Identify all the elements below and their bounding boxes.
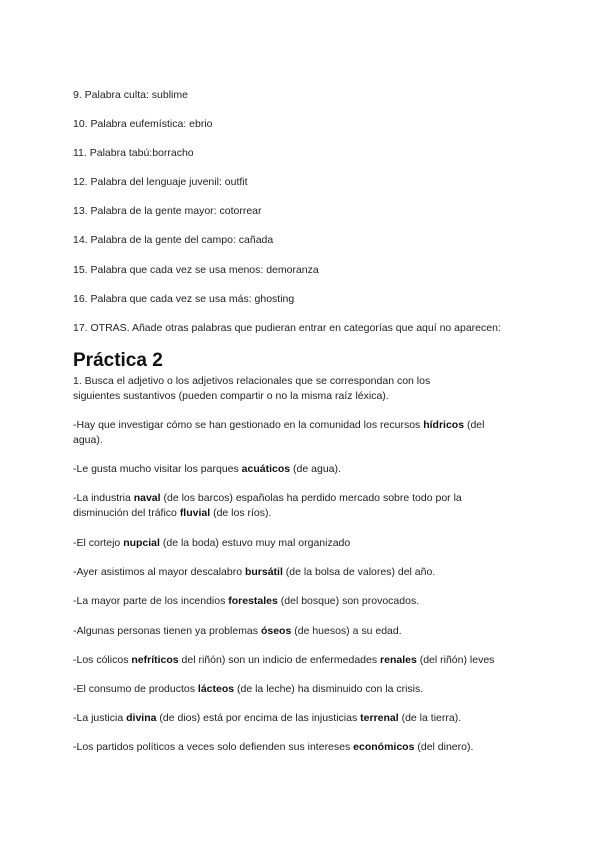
list-item: 16. Palabra que cada vez se usa más: ghosting	[73, 293, 295, 305]
sentence: -El consumo de productos lácteos (de la leche) ha disminuido con la crisis.	[73, 683, 424, 695]
list-item: 12. Palabra del lenguaje juvenil: outfit	[73, 176, 248, 188]
answer-word: naval	[133, 492, 161, 504]
list-item: 15. Palabra que cada vez se usa menos: demoranza	[73, 264, 319, 276]
answer-word: nefríticos	[131, 654, 179, 666]
answer-word: bursátil	[244, 566, 283, 578]
answer-word: renales	[380, 654, 417, 666]
sentence: -El cortejo nupcial (de la boda) estuvo muy mal organizado	[73, 537, 351, 549]
list-item: 11. Palabra tabú:borracho	[73, 147, 194, 159]
answer-word: fluvial	[179, 507, 211, 519]
list-item: 17. OTRAS. Añade otras palabras que pudieran entrar en categorías que aquí no aparecen:	[73, 322, 501, 334]
sentence: -La industria naval (de los barcos) españolas ha perdido mercado sobre todo por la disminución del tráfico fluvial (de los ríos).	[73, 492, 462, 519]
list-item: 9. Palabra culta: sublime	[73, 89, 188, 101]
answer-word: óseos	[260, 625, 292, 637]
sentence: -Los cólicos nefríticos del riñón) son un indicio de enfermedades renales (del riñón) leves	[73, 654, 495, 666]
list-item: 10. Palabra eufemística: ebrio	[73, 118, 213, 130]
list-item: 14. Palabra de la gente del campo: cañada	[73, 234, 274, 246]
sentence: -Hay que investigar cómo se han gestionado en la comunidad los recursos hídricos (del agua).	[73, 419, 485, 446]
answer-word: económicos	[353, 741, 415, 753]
answer-word: acuáticos	[241, 463, 291, 475]
section-title: Práctica 2	[73, 350, 163, 371]
answer-word: terrenal	[360, 712, 399, 724]
sentence: -Ayer asistimos al mayor descalabro bursátil (de la bolsa de valores) del año.	[73, 566, 436, 578]
answer-word: forestales	[228, 595, 278, 607]
sentence: -La mayor parte de los incendios forestales (del bosque) son provocados.	[73, 595, 420, 607]
answer-word: nupcial	[123, 537, 160, 549]
list-item: 13. Palabra de la gente mayor: cotorrear	[73, 205, 262, 217]
answer-word: divina	[126, 712, 157, 724]
sentence: -Los partidos políticos a veces solo defienden sus intereses económicos (del dinero).	[73, 741, 474, 753]
instruction: 1. Busca el adjetivo o los adjetivos relacionales que se correspondan con los siguientes sustantivos (pueden compartir o no la misma raíz léxica).	[73, 375, 431, 402]
sentence: -La justicia divina (de dios) está por encima de las injusticias terrenal (de la tierra).	[73, 712, 462, 724]
answer-word: hídricos	[423, 419, 465, 431]
answer-word: lácteos	[197, 683, 235, 695]
sentence: -Algunas personas tienen ya problemas óseos (de huesos) a su edad.	[73, 625, 402, 637]
sentence: -Le gusta mucho visitar los parques acuáticos (de agua).	[73, 463, 341, 475]
